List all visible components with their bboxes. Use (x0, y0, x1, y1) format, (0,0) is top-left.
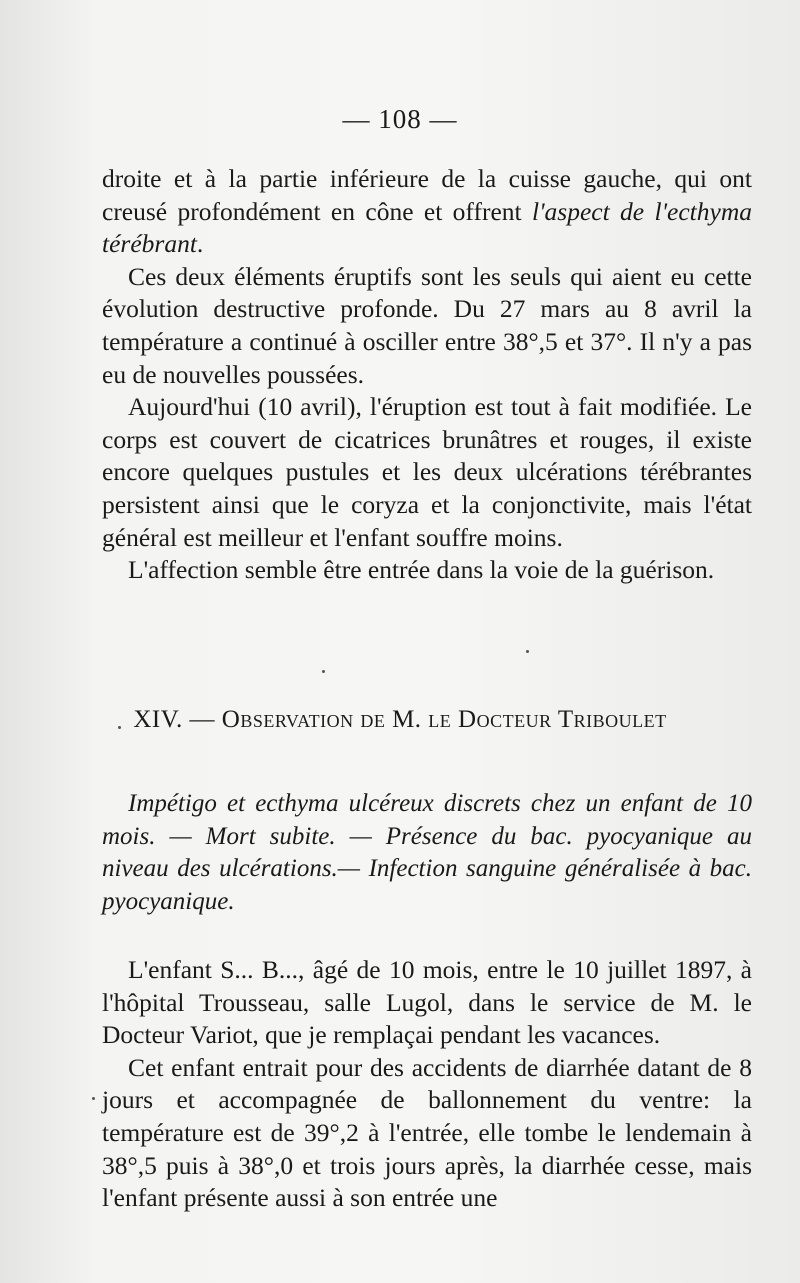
paragraph: Aujourd'hui (10 avril), l'éruption est tout à fait modifiée. Le corps est couvert de cicatrices brunâtres et rouges, il existe encore quelques pustules et les deux ulcérations térébrantes persistent ainsi que le coryza et la conjonctivite, mais l'état général est meilleur et l'enfant souffre moins. (102, 392, 752, 552)
ink-speck (118, 726, 121, 729)
paragraph-end: . (196, 229, 204, 259)
ink-speck (322, 670, 325, 673)
paragraph-continuation (102, 163, 752, 261)
italic-phrase: l'aspect de l'ecthyma térébrant (102, 196, 752, 259)
observation-heading (0, 706, 800, 734)
observation-number: XIV. — (133, 706, 222, 733)
observation-title: Observation de M. le Docteur Triboulet (221, 706, 667, 733)
paragraph: Ces deux éléments éruptifs sont les seuls qui aient eu cette évolution destructive profonde. Du 27 mars au 8 avril la température a continué à osciller entre 38°,5 et 37°. Il n'y a pas eu de nouvelles poussées. (102, 261, 752, 389)
paragraph: Cet enfant entrait pour des accidents de diarrhée datant de 8 jours et accompagnée de ballonnement du ventre: la température est de 39°,2 à l'entrée, elle tombe le lendemain à 38°,5 puis à 38°,0 et trois jours après, la diarrhée cesse, mais l'enfant présente aussi à son entrée une (102, 1052, 752, 1213)
text-block-bottom (102, 954, 752, 1215)
page-number: — 108 — (342, 104, 458, 134)
summary-text: Impétigo et ecthyma ulcéreux discrets chez un enfant de 10 mois. — Mort subite. — Présence du bac. pyocyanique au niveau des ulcérations.— Infection sanguine généralisée à bac. pyocyanique. (102, 790, 752, 915)
text-block-top (102, 163, 752, 587)
ink-speck (526, 650, 529, 653)
paragraph: L'affection semble être entrée dans la voie de la guérison. (128, 555, 715, 585)
paragraph: L'enfant S... B..., âgé de 10 mois, entre le 10 juillet 1897, à l'hôpital Trousseau, salle Lugol, dans le service de M. le Docteur Variot, que je remplaçai pendant les vacances. (102, 955, 752, 1050)
paragraph-text: droite et à la partie inférieure de la cuisse gauche, qui ont creusé profondément en cône et offrent (102, 164, 752, 226)
ink-speck (92, 1097, 95, 1100)
observation-summary (102, 788, 752, 918)
